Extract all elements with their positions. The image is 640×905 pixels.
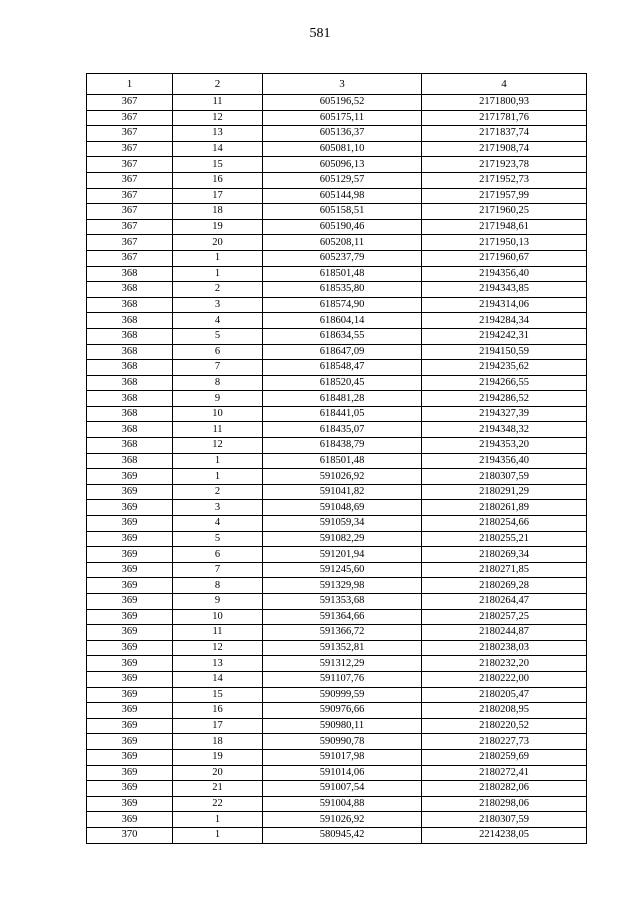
parcel-number-cell: 369 (87, 594, 173, 610)
x-coordinate-cell: 591041,82 (263, 484, 422, 500)
point-number-cell: 18 (173, 204, 263, 220)
x-coordinate-cell: 591245,60 (263, 562, 422, 578)
x-coordinate-cell: 605144,98 (263, 188, 422, 204)
x-coordinate-cell: 618501,48 (263, 453, 422, 469)
table-row (87, 328, 587, 344)
x-coordinate-cell: 605237,79 (263, 250, 422, 266)
y-coordinate-cell: 2180238,03 (422, 640, 587, 656)
parcel-number-cell: 368 (87, 453, 173, 469)
point-number-cell: 15 (173, 157, 263, 173)
y-coordinate-cell: 2194356,40 (422, 266, 587, 282)
parcel-number-cell: 367 (87, 204, 173, 220)
x-coordinate-cell: 590976,66 (263, 703, 422, 719)
x-coordinate-cell: 590990,78 (263, 734, 422, 750)
point-number-cell: 3 (173, 500, 263, 516)
x-coordinate-cell: 618634,55 (263, 328, 422, 344)
x-coordinate-cell: 618441,05 (263, 406, 422, 422)
parcel-number-cell: 367 (87, 250, 173, 266)
y-coordinate-cell: 2180269,34 (422, 547, 587, 563)
y-coordinate-cell: 2180259,69 (422, 749, 587, 765)
page-number: 581 (309, 26, 331, 41)
point-number-cell: 16 (173, 172, 263, 188)
point-number-cell: 12 (173, 640, 263, 656)
y-coordinate-cell: 2194242,31 (422, 328, 587, 344)
parcel-number-cell: 369 (87, 765, 173, 781)
point-number-cell: 1 (173, 453, 263, 469)
table-row (87, 500, 587, 516)
table-row (87, 313, 587, 329)
y-coordinate-cell: 2194314,06 (422, 297, 587, 313)
y-coordinate-cell: 2171800,93 (422, 95, 587, 111)
point-number-cell: 19 (173, 219, 263, 235)
table-row (87, 531, 587, 547)
table-row (87, 516, 587, 532)
x-coordinate-cell: 591201,94 (263, 547, 422, 563)
y-coordinate-cell: 2180307,59 (422, 469, 587, 485)
parcel-number-cell: 368 (87, 438, 173, 454)
x-coordinate-cell: 605190,46 (263, 219, 422, 235)
y-coordinate-cell: 2194348,32 (422, 422, 587, 438)
y-coordinate-cell: 2171950,13 (422, 235, 587, 251)
parcel-number-cell: 369 (87, 718, 173, 734)
x-coordinate-cell: 591352,81 (263, 640, 422, 656)
point-number-cell: 10 (173, 609, 263, 625)
y-coordinate-cell: 2171957,99 (422, 188, 587, 204)
parcel-number-cell: 368 (87, 360, 173, 376)
table-row (87, 204, 587, 220)
y-coordinate-cell: 2194343,85 (422, 282, 587, 298)
x-coordinate-cell: 591017,98 (263, 749, 422, 765)
y-coordinate-cell: 2180222,00 (422, 671, 587, 687)
table-row (87, 219, 587, 235)
point-number-cell: 1 (173, 250, 263, 266)
parcel-number-cell: 369 (87, 547, 173, 563)
table-row (87, 765, 587, 781)
y-coordinate-cell: 2194266,55 (422, 375, 587, 391)
point-number-cell: 16 (173, 703, 263, 719)
table-row (87, 266, 587, 282)
x-coordinate-cell: 591048,69 (263, 500, 422, 516)
y-coordinate-cell: 2180208,95 (422, 703, 587, 719)
table-row (87, 141, 587, 157)
table-row (87, 250, 587, 266)
point-number-cell: 12 (173, 110, 263, 126)
x-coordinate-cell: 591082,29 (263, 531, 422, 547)
parcel-number-cell: 369 (87, 656, 173, 672)
table-row (87, 656, 587, 672)
point-number-cell: 9 (173, 594, 263, 610)
x-coordinate-cell: 591059,34 (263, 516, 422, 532)
y-coordinate-cell: 2171960,67 (422, 250, 587, 266)
point-number-cell: 14 (173, 141, 263, 157)
parcel-number-cell: 367 (87, 157, 173, 173)
table-row (87, 687, 587, 703)
y-coordinate-cell: 2180205,47 (422, 687, 587, 703)
x-coordinate-cell: 618647,09 (263, 344, 422, 360)
y-coordinate-cell: 2180244,87 (422, 625, 587, 641)
parcel-number-cell: 369 (87, 562, 173, 578)
table-row (87, 422, 587, 438)
parcel-number-cell: 369 (87, 484, 173, 500)
x-coordinate-cell: 605129,57 (263, 172, 422, 188)
x-coordinate-cell: 591004,88 (263, 796, 422, 812)
table-row (87, 188, 587, 204)
point-number-cell: 12 (173, 438, 263, 454)
parcel-number-cell: 368 (87, 344, 173, 360)
point-number-cell: 9 (173, 391, 263, 407)
table-row (87, 749, 587, 765)
x-coordinate-cell: 590980,11 (263, 718, 422, 734)
y-coordinate-cell: 2180291,29 (422, 484, 587, 500)
point-number-cell: 6 (173, 547, 263, 563)
table-row (87, 95, 587, 111)
y-coordinate-cell: 2180271,85 (422, 562, 587, 578)
parcel-number-cell: 369 (87, 703, 173, 719)
parcel-number-cell: 367 (87, 141, 173, 157)
point-number-cell: 4 (173, 516, 263, 532)
point-number-cell: 3 (173, 297, 263, 313)
parcel-number-cell: 367 (87, 235, 173, 251)
y-coordinate-cell: 2180257,25 (422, 609, 587, 625)
parcel-number-cell: 368 (87, 391, 173, 407)
x-coordinate-cell: 618535,80 (263, 282, 422, 298)
parcel-number-cell: 368 (87, 422, 173, 438)
parcel-number-cell: 368 (87, 406, 173, 422)
point-number-cell: 1 (173, 827, 263, 843)
parcel-number-cell: 369 (87, 671, 173, 687)
x-coordinate-cell: 591353,68 (263, 594, 422, 610)
table-row (87, 718, 587, 734)
table-row (87, 282, 587, 298)
table-row (87, 609, 587, 625)
y-coordinate-cell: 2194353,20 (422, 438, 587, 454)
y-coordinate-cell: 2194235,62 (422, 360, 587, 376)
x-coordinate-cell: 591366,72 (263, 625, 422, 641)
table-row (87, 360, 587, 376)
header-cell-2: 2 (173, 74, 263, 95)
point-number-cell: 20 (173, 235, 263, 251)
point-number-cell: 4 (173, 313, 263, 329)
x-coordinate-cell: 605081,10 (263, 141, 422, 157)
table-row (87, 484, 587, 500)
table-row (87, 157, 587, 173)
point-number-cell: 5 (173, 531, 263, 547)
x-coordinate-cell: 591312,29 (263, 656, 422, 672)
parcel-number-cell: 367 (87, 219, 173, 235)
point-number-cell: 7 (173, 360, 263, 376)
parcel-number-cell: 367 (87, 110, 173, 126)
table-row (87, 547, 587, 563)
table-body (87, 95, 587, 844)
point-number-cell: 2 (173, 484, 263, 500)
y-coordinate-cell: 2214238,05 (422, 827, 587, 843)
parcel-number-cell: 367 (87, 126, 173, 142)
x-coordinate-cell: 591329,98 (263, 578, 422, 594)
y-coordinate-cell: 2180282,06 (422, 781, 587, 797)
header-cell-4: 4 (422, 74, 587, 95)
point-number-cell: 1 (173, 266, 263, 282)
table-row (87, 453, 587, 469)
y-coordinate-cell: 2194286,52 (422, 391, 587, 407)
x-coordinate-cell: 618438,79 (263, 438, 422, 454)
parcel-number-cell: 369 (87, 516, 173, 532)
point-number-cell: 17 (173, 188, 263, 204)
point-number-cell: 1 (173, 469, 263, 485)
y-coordinate-cell: 2180269,28 (422, 578, 587, 594)
table-row (87, 438, 587, 454)
x-coordinate-cell: 605158,51 (263, 204, 422, 220)
point-number-cell: 22 (173, 796, 263, 812)
x-coordinate-cell: 590999,59 (263, 687, 422, 703)
x-coordinate-cell: 618548,47 (263, 360, 422, 376)
parcel-number-cell: 369 (87, 640, 173, 656)
point-number-cell: 11 (173, 625, 263, 641)
table-row (87, 406, 587, 422)
table-header (87, 74, 587, 95)
point-number-cell: 13 (173, 126, 263, 142)
point-number-cell: 2 (173, 282, 263, 298)
point-number-cell: 10 (173, 406, 263, 422)
point-number-cell: 14 (173, 671, 263, 687)
table-row (87, 734, 587, 750)
x-coordinate-cell: 591107,76 (263, 671, 422, 687)
point-number-cell: 20 (173, 765, 263, 781)
parcel-number-cell: 367 (87, 172, 173, 188)
table-row (87, 235, 587, 251)
table-row (87, 640, 587, 656)
header-cell-1: 1 (87, 74, 173, 95)
parcel-number-cell: 368 (87, 297, 173, 313)
point-number-cell: 15 (173, 687, 263, 703)
table-row (87, 110, 587, 126)
x-coordinate-cell: 591014,06 (263, 765, 422, 781)
y-coordinate-cell: 2171960,25 (422, 204, 587, 220)
x-coordinate-cell: 618435,07 (263, 422, 422, 438)
table-row (87, 344, 587, 360)
y-coordinate-cell: 2171908,74 (422, 141, 587, 157)
table-row (87, 578, 587, 594)
y-coordinate-cell: 2180232,20 (422, 656, 587, 672)
table-row (87, 172, 587, 188)
table-row (87, 126, 587, 142)
point-number-cell: 13 (173, 656, 263, 672)
x-coordinate-cell: 618604,14 (263, 313, 422, 329)
y-coordinate-cell: 2180255,21 (422, 531, 587, 547)
parcel-number-cell: 370 (87, 827, 173, 843)
point-number-cell: 7 (173, 562, 263, 578)
point-number-cell: 11 (173, 95, 263, 111)
parcel-number-cell: 369 (87, 609, 173, 625)
x-coordinate-cell: 618501,48 (263, 266, 422, 282)
parcel-number-cell: 368 (87, 313, 173, 329)
parcel-number-cell: 369 (87, 500, 173, 516)
y-coordinate-cell: 2180298,06 (422, 796, 587, 812)
table-row (87, 562, 587, 578)
y-coordinate-cell: 2194150,59 (422, 344, 587, 360)
x-coordinate-cell: 605208,11 (263, 235, 422, 251)
parcel-number-cell: 369 (87, 469, 173, 485)
parcel-number-cell: 369 (87, 749, 173, 765)
table-row (87, 827, 587, 843)
x-coordinate-cell: 605136,37 (263, 126, 422, 142)
y-coordinate-cell: 2180220,52 (422, 718, 587, 734)
parcel-number-cell: 368 (87, 328, 173, 344)
y-coordinate-cell: 2180307,59 (422, 812, 587, 828)
table-row (87, 671, 587, 687)
parcel-number-cell: 368 (87, 375, 173, 391)
table-row (87, 297, 587, 313)
parcel-number-cell: 369 (87, 781, 173, 797)
y-coordinate-cell: 2171781,76 (422, 110, 587, 126)
parcel-number-cell: 367 (87, 188, 173, 204)
y-coordinate-cell: 2180272,41 (422, 765, 587, 781)
point-number-cell: 1 (173, 812, 263, 828)
header-row (87, 74, 587, 95)
x-coordinate-cell: 591007,54 (263, 781, 422, 797)
y-coordinate-cell: 2194356,40 (422, 453, 587, 469)
point-number-cell: 18 (173, 734, 263, 750)
x-coordinate-cell: 591364,66 (263, 609, 422, 625)
y-coordinate-cell: 2194327,39 (422, 406, 587, 422)
y-coordinate-cell: 2194284,34 (422, 313, 587, 329)
point-number-cell: 19 (173, 749, 263, 765)
x-coordinate-cell: 605096,13 (263, 157, 422, 173)
table-row (87, 375, 587, 391)
header-cell-3: 3 (263, 74, 422, 95)
point-number-cell: 5 (173, 328, 263, 344)
table-row (87, 781, 587, 797)
parcel-number-cell: 367 (87, 95, 173, 111)
point-number-cell: 6 (173, 344, 263, 360)
y-coordinate-cell: 2180264,47 (422, 594, 587, 610)
point-number-cell: 11 (173, 422, 263, 438)
parcel-number-cell: 369 (87, 531, 173, 547)
point-number-cell: 17 (173, 718, 263, 734)
x-coordinate-cell: 618481,28 (263, 391, 422, 407)
x-coordinate-cell: 591026,92 (263, 469, 422, 485)
y-coordinate-cell: 2171952,73 (422, 172, 587, 188)
parcel-number-cell: 368 (87, 266, 173, 282)
x-coordinate-cell: 605175,11 (263, 110, 422, 126)
parcel-number-cell: 369 (87, 734, 173, 750)
point-number-cell: 21 (173, 781, 263, 797)
point-number-cell: 8 (173, 375, 263, 391)
parcel-number-cell: 369 (87, 812, 173, 828)
y-coordinate-cell: 2171948,61 (422, 219, 587, 235)
y-coordinate-cell: 2180254,66 (422, 516, 587, 532)
coordinates-table (86, 73, 587, 844)
y-coordinate-cell: 2171923,78 (422, 157, 587, 173)
x-coordinate-cell: 618574,90 (263, 297, 422, 313)
table-row (87, 812, 587, 828)
table-row (87, 703, 587, 719)
y-coordinate-cell: 2180227,73 (422, 734, 587, 750)
y-coordinate-cell: 2171837,74 (422, 126, 587, 142)
x-coordinate-cell: 618520,45 (263, 375, 422, 391)
x-coordinate-cell: 591026,92 (263, 812, 422, 828)
parcel-number-cell: 369 (87, 625, 173, 641)
x-coordinate-cell: 580945,42 (263, 827, 422, 843)
table-row (87, 625, 587, 641)
y-coordinate-cell: 2180261,89 (422, 500, 587, 516)
table-row (87, 594, 587, 610)
table-row (87, 796, 587, 812)
parcel-number-cell: 369 (87, 796, 173, 812)
table-row (87, 469, 587, 485)
parcel-number-cell: 369 (87, 578, 173, 594)
table-row (87, 391, 587, 407)
parcel-number-cell: 368 (87, 282, 173, 298)
parcel-number-cell: 369 (87, 687, 173, 703)
point-number-cell: 8 (173, 578, 263, 594)
x-coordinate-cell: 605196,52 (263, 95, 422, 111)
